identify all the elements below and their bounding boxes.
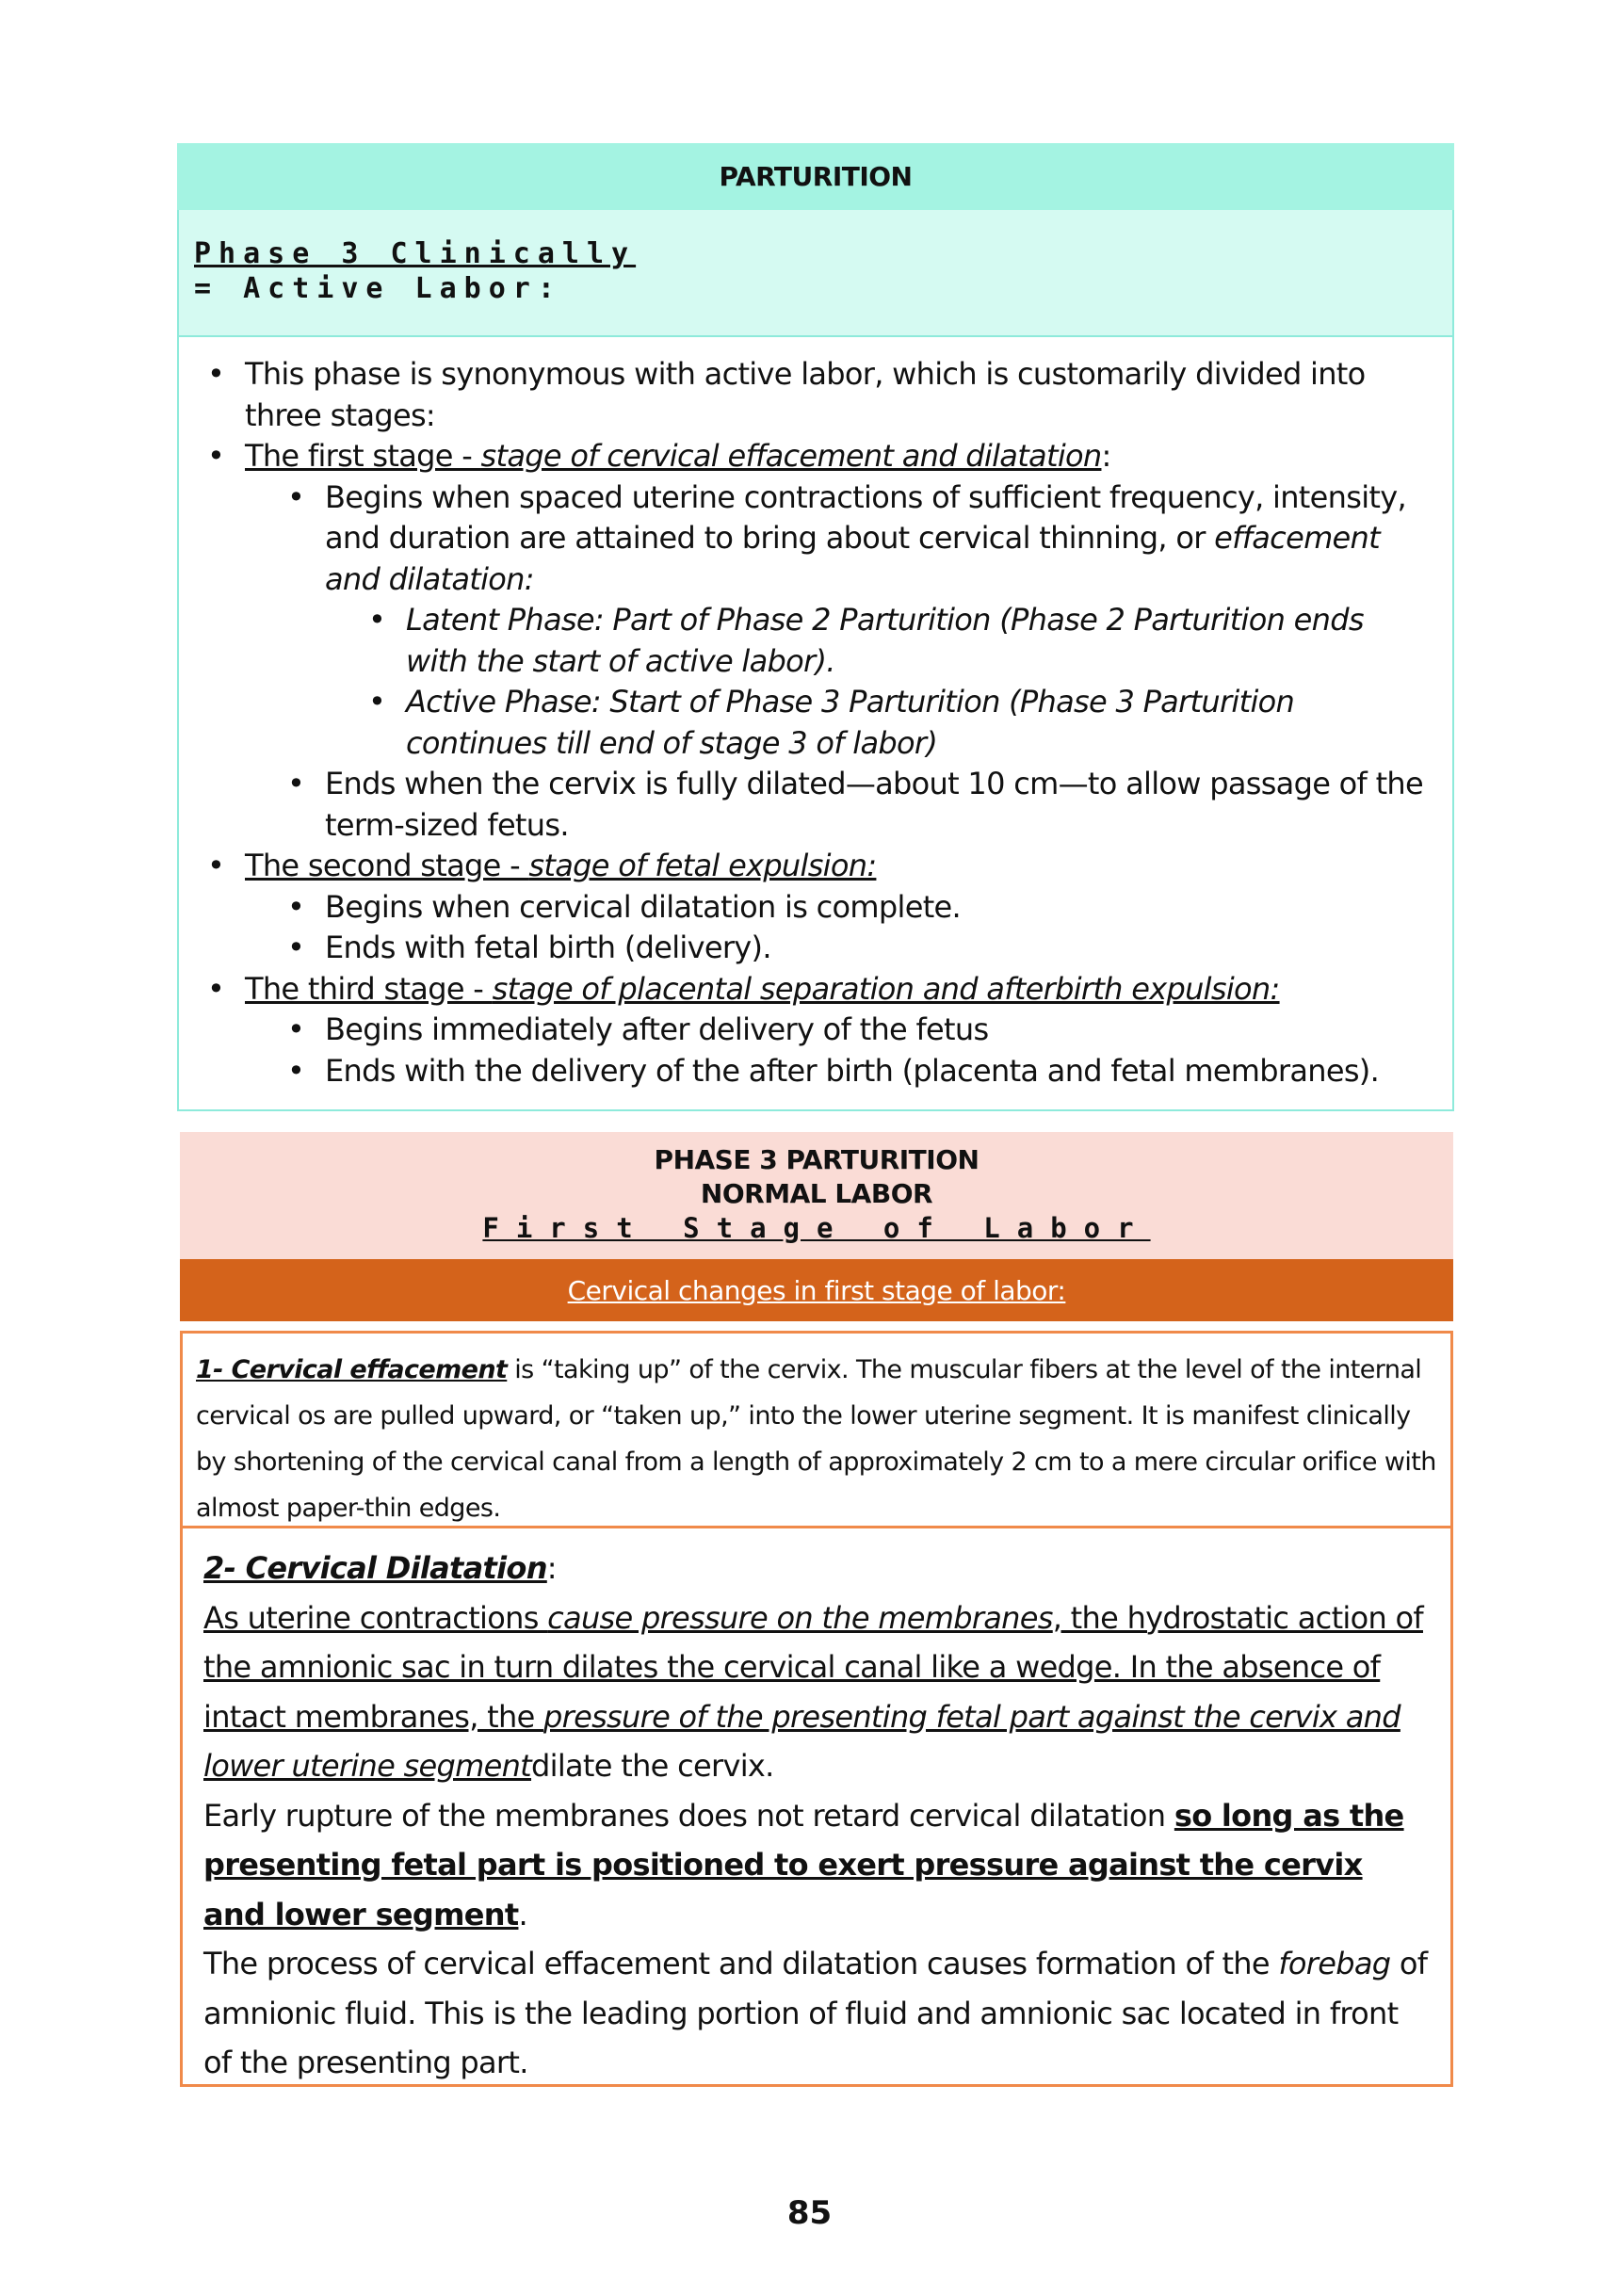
title-line-2: NORMAL LABOR [700, 1178, 933, 1209]
title-line-3: First Stage of Labor [482, 1212, 1151, 1244]
title-line-1: PHASE 3 PARTURITION [654, 1144, 979, 1175]
dilatation-heading: 2- Cervical Dilatation: [203, 1550, 557, 1586]
section-header [180, 1132, 1453, 1259]
dilatation-paragraph [180, 1528, 1453, 2087]
list-item: • Latent Phase: Part of Phase 2 Parturition (Phase 2 Parturition ends with the start of active labor). [406, 600, 1430, 682]
list-item: • Ends when the cervix is fully dilated—about 10 cm—to allow passage of the term-sized fetus. [325, 764, 1430, 846]
stages-list [177, 337, 1454, 1111]
subtitle-line-2: = Active Labor: [194, 272, 562, 305]
list-item-stage-1: • The first stage - stage of cervical effacement and dilatation: [245, 436, 1430, 477]
list-item: • Active Phase: Start of Phase 3 Parturition (Phase 3 Parturition continues till end of stage 3 of labor) [406, 682, 1430, 764]
first-stage-box [180, 1132, 1453, 2087]
section-subtitle [177, 210, 1454, 337]
list-item: • Ends with fetal birth (delivery). [325, 928, 1430, 969]
list-item: • Begins when cervical dilatation is complete. [325, 887, 1430, 929]
effacement-paragraph: 1- Cervical effacement is “taking up” of the cervix. The muscular fibers at the level of the internal cervical os are pulled upward, or “taken up,” into the lower uterine segment. It is manifest clinically by shortening of the cervical canal from a length of approximately 2 cm to a mere circular orifice with almost paper-thin edges. [180, 1331, 1453, 1528]
subtitle-line-1: Phase 3 Clinically [194, 237, 637, 270]
cervical-changes-bar: Cervical changes in first stage of labor: [180, 1259, 1453, 1321]
list-item: • This phase is synonymous with active labor, which is customarily divided into three stages: [245, 354, 1430, 436]
dilatation-text-1: As uterine contractions cause pressure on the membranes, the hydrostatic action of the amnionic sac in turn dilates the cervical canal like a wedge. In the absence of intact membranes, the pressure of the presenting fetal part against the cervix and lower uterine segmentdilate the cervix. [203, 1599, 1423, 1784]
list-item: • Ends with the delivery of the after birth (placenta and fetal membranes). [325, 1051, 1430, 1092]
list-item-stage-3: • The third stage - stage of placental separation and afterbirth expulsion: [245, 969, 1430, 1011]
dilatation-text-2: Early rupture of the membranes does not retard cervical dilatation so long as the presenting fetal part is positioned to exert pressure against the cervix and lower segment. [203, 1797, 1404, 1932]
page-number: 85 [786, 2194, 833, 2232]
list-item: • Begins immediately after delivery of the fetus [325, 1010, 1430, 1051]
section-header: PARTURITION [177, 143, 1454, 210]
parturition-box [177, 143, 1454, 1111]
list-item-stage-2: • The second stage - stage of fetal expulsion: [245, 846, 1430, 887]
list-item: • Begins when spaced uterine contractions of sufficient frequency, intensity, and duration are attained to bring about cervical thinning, or effacement and dilatation: [325, 477, 1430, 601]
dilatation-text-3: The process of cervical effacement and dilatation causes formation of the forebag of amnionic fluid. This is the leading portion of fluid and amnionic sac located in front of the presenting part. [203, 1946, 1428, 2080]
